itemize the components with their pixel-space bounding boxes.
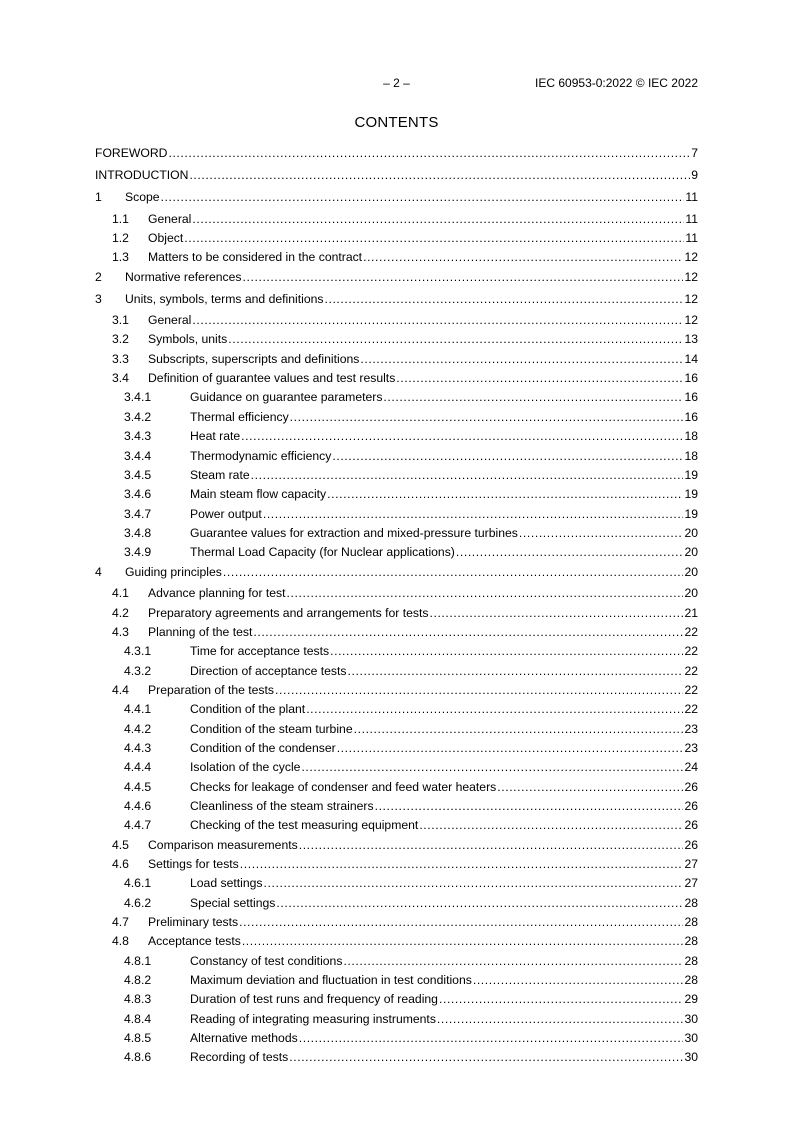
toc-dot-leader [239,914,683,930]
toc-entry-title: Advance planning for test [148,586,286,600]
toc-entry-number: 4.4.4 [124,760,152,774]
toc-entry[interactable] [95,875,698,891]
toc-dot-leader [301,759,683,775]
toc-entry-number: 4.8.6 [124,1050,152,1064]
toc-entry-page: 12 [684,292,698,306]
toc-entry[interactable] [95,701,698,717]
toc-entry-title: Recording of tests [190,1050,289,1064]
toc-dot-leader [396,370,683,386]
toc-entry-page: 26 [684,838,698,852]
toc-dot-leader [330,643,683,659]
toc-entry-page: 22 [684,702,698,716]
toc-entry[interactable] [95,837,698,853]
toc-dot-leader [168,145,690,161]
toc-entry[interactable] [95,312,698,328]
toc-entry-number: 3.4.6 [124,487,152,501]
toc-entry-title: Object [148,231,184,245]
toc-entry-number: 4.7 [112,915,129,929]
toc-dot-leader [429,605,683,621]
toc-entry-page: 12 [684,250,698,264]
toc-dot-leader [439,991,683,1007]
toc-entry-number: 4.6.2 [124,896,152,910]
toc-entry-page: 29 [684,992,698,1006]
toc-entry-title: Planning of the test [148,625,253,639]
toc-entry-number: 4.4 [112,683,129,697]
toc-dot-leader [343,953,683,969]
toc-entry-page: 16 [684,371,698,385]
toc-entry-number: 1.3 [112,250,129,264]
toc-entry-page: 20 [684,545,698,559]
toc-entry-number: 1.1 [112,212,129,226]
toc-entry[interactable] [95,643,698,659]
toc-entry[interactable] [95,409,698,425]
toc-entry[interactable] [95,145,698,161]
toc-entry-page: 30 [684,1050,698,1064]
toc-entry-page: 28 [684,954,698,968]
toc-entry-page: 26 [684,780,698,794]
toc-entry-number: 4.8 [112,934,129,948]
toc-entry-page: 30 [684,1031,698,1045]
toc-entry-title: Power output [190,507,262,521]
toc-entry-number: 4.4.2 [124,722,152,736]
toc-entry-title: Units, symbols, terms and definitions [125,292,324,306]
toc-entry[interactable] [95,953,698,969]
toc-entry-title: Isolation of the cycle [190,760,301,774]
toc-entry-title: INTRODUCTION [95,168,189,182]
toc-entry-number: 3.4 [112,371,129,385]
toc-entry[interactable] [95,1030,698,1046]
toc-entry-number: 4.3.1 [124,644,152,658]
toc-entry-title: General [148,212,192,226]
toc-entry-title: Thermal Load Capacity (for Nuclear applications) [190,545,455,559]
toc-entry-page: 19 [684,507,698,521]
toc-dot-leader [287,585,684,601]
toc-entry-page: 28 [684,915,698,929]
toc-dot-leader [354,721,684,737]
toc-entry-title: Preliminary tests [148,915,239,929]
toc-dot-leader [383,389,683,405]
toc-entry[interactable] [95,740,698,756]
toc-entry[interactable] [95,331,698,347]
toc-entry-title: Subscripts, superscripts and definitions [148,352,360,366]
toc-entry-title: Guidance on guarantee parameters [190,390,383,404]
toc-dot-leader [251,467,684,483]
toc-dot-leader [299,1030,684,1046]
toc-entry-number: 3.4.8 [124,526,152,540]
toc-entry-page: 27 [684,857,698,871]
toc-entry-number: 4.3 [112,625,129,639]
toc-entry-page: 20 [684,526,698,540]
toc-entry[interactable] [95,933,698,949]
toc-entry[interactable] [95,914,698,930]
toc-entry-title: Reading of integrating measuring instruments [190,1012,436,1026]
toc-entry[interactable] [95,856,698,872]
toc-entry-number: 3.4.4 [124,449,152,463]
toc-entry[interactable] [95,682,698,698]
toc-dot-leader [437,1011,684,1027]
toc-entry-page: 18 [684,449,698,463]
toc-entry-title: Preparation of the tests [148,683,275,697]
toc-entry-number: 4.4.1 [124,702,152,716]
toc-entry-page: 26 [684,818,698,832]
toc-entry[interactable] [95,467,698,483]
toc-dot-leader [363,249,683,265]
toc-dot-leader [192,211,684,227]
toc-dot-leader [263,506,684,522]
toc-entry-title: Acceptance tests [148,934,241,948]
toc-dot-leader [243,269,684,285]
toc-entry[interactable] [95,605,698,621]
toc-entry-number: 3.1 [112,313,129,327]
toc-entry-title: Cleanliness of the steam strainers [190,799,374,813]
toc-entry[interactable] [95,211,698,227]
toc-entry-page: 11 [685,212,698,226]
toc-entry-number: 3 [95,292,102,306]
toc-entry-number: 4.4.3 [124,741,152,755]
toc-entry-number: 4.6.1 [124,876,152,890]
toc-dot-leader [473,972,684,988]
toc-entry-number: 4.2 [112,606,129,620]
toc-entry-page: 21 [684,606,698,620]
toc-entry-title: Load settings [190,876,263,890]
toc-entry-number: 3.2 [112,332,129,346]
toc-entry-page: 26 [684,799,698,813]
toc-entry[interactable] [95,486,698,502]
toc-entry-title: Steam rate [190,468,250,482]
toc-entry-number: 1.2 [112,231,129,245]
toc-entry[interactable] [95,624,698,640]
toc-dot-leader [348,663,684,679]
toc-entry-number: 3.4.2 [124,410,152,424]
toc-entry-number: 4.3.2 [124,664,152,678]
toc-entry[interactable] [95,779,698,795]
toc-entry-title: Symbols, units [148,332,228,346]
toc-entry-page: 27 [684,876,698,890]
toc-dot-leader [161,189,685,205]
toc-entry-number: 3.4.1 [124,390,152,404]
toc-entry[interactable] [95,506,698,522]
toc-dot-leader [360,351,683,367]
toc-entry-page: 12 [684,270,698,284]
toc-entry-page: 23 [684,741,698,755]
toc-dot-leader [519,525,684,541]
toc-entry[interactable] [95,249,698,265]
toc-entry-title: FOREWORD [95,146,168,160]
toc-entry-number: 2 [95,270,102,284]
toc-entry[interactable] [95,721,698,737]
toc-entry-page: 22 [684,625,698,639]
toc-entry-title: Guiding principles [125,565,222,579]
toc-entry-title: Condition of the steam turbine [190,722,353,736]
toc-entry[interactable] [95,817,698,833]
toc-dot-leader [327,486,683,502]
toc-dot-leader [242,933,684,949]
toc-entry-title: Settings for tests [148,857,239,871]
toc-entry-number: 4.8.5 [124,1031,152,1045]
toc-dot-leader [184,230,684,246]
toc-entry-page: 28 [684,973,698,987]
toc-dot-leader [276,895,683,911]
toc-dot-leader [324,291,683,307]
toc-entry[interactable] [95,291,698,307]
toc-entry-number: 4.8.4 [124,1012,152,1026]
toc-entry-number: 3.4.7 [124,507,152,521]
toc-dot-leader [192,312,683,328]
toc-dot-leader [497,779,683,795]
toc-entry-number: 3.3 [112,352,129,366]
toc-entry-title: Special settings [190,896,276,910]
toc-entry-title: Condition of the condenser [190,741,336,755]
toc-entry-title: Scope [125,190,160,204]
toc-entry-page: 16 [684,410,698,424]
toc-entry-number: 4.8.1 [124,954,152,968]
toc-entry-page: 19 [684,487,698,501]
page-header [95,76,698,92]
toc-entry[interactable] [95,189,698,205]
toc-dot-leader [337,740,684,756]
toc-entry[interactable] [95,564,698,580]
toc-entry-title: Normative references [125,270,242,284]
toc-entry[interactable] [95,167,698,183]
toc-entry[interactable] [95,428,698,444]
toc-entry-title: Constancy of test conditions [190,954,343,968]
page-number: – 2 – [383,76,410,90]
toc-entry-title: Thermal efficiency [190,410,289,424]
toc-entry-title: Checking of the test measuring equipment [190,818,419,832]
toc-entry[interactable] [95,448,698,464]
toc-entry-title: Heat rate [190,429,241,443]
toc-entry-page: 23 [684,722,698,736]
toc-entry-title: Time for acceptance tests [190,644,330,658]
toc-entry-title: Duration of test runs and frequency of reading [190,992,438,1006]
toc-entry-page: 12 [684,313,698,327]
toc-entry-page: 7 [691,146,698,160]
toc-entry-page: 24 [684,760,698,774]
toc-entry[interactable] [95,269,698,285]
toc-entry-page: 19 [684,468,698,482]
toc-dot-leader [223,564,684,580]
toc-entry[interactable] [95,663,698,679]
toc-entry[interactable] [95,895,698,911]
toc-entry-title: Thermodynamic efficiency [190,449,332,463]
toc-entry-number: 3.4.5 [124,468,152,482]
toc-entry-page: 14 [684,352,698,366]
toc-dot-leader [189,167,690,183]
toc-entry[interactable] [95,525,698,541]
toc-entry-number: 4.4.6 [124,799,152,813]
toc-entry-title: Alternative methods [190,1031,298,1045]
toc-entry-page: 13 [684,332,698,346]
toc-entry[interactable] [95,585,698,601]
toc-entry-title: Definition of guarantee values and test results [148,371,396,385]
toc-dot-leader [289,1049,683,1065]
toc-dot-leader [290,409,684,425]
toc-entry-page: 22 [684,683,698,697]
toc-dot-leader [275,682,683,698]
toc-entry[interactable] [95,1049,698,1065]
toc-entry-title: Maximum deviation and fluctuation in test conditions [190,973,472,987]
toc-entry-title: Checks for leakage of condenser and feed water heaters [190,780,497,794]
toc-entry-number: 4.4.7 [124,818,152,832]
toc-entry-number: 1 [95,190,102,204]
toc-entry-number: 4.4.5 [124,780,152,794]
toc-entry[interactable] [95,544,698,560]
toc-entry[interactable] [95,798,698,814]
toc-entry-number: 4.8.3 [124,992,152,1006]
toc-entry-page: 11 [685,190,698,204]
toc-entry-page: 20 [684,586,698,600]
toc-entry-page: 28 [684,896,698,910]
toc-dot-leader [264,875,684,891]
page-title: CONTENTS [354,114,439,131]
toc-entry[interactable] [95,1011,698,1027]
toc-entry-page: 9 [691,168,698,182]
toc-dot-leader [241,428,683,444]
toc-dot-leader [253,624,683,640]
toc-entry-title: Main steam flow capacity [190,487,327,501]
document-reference: IEC 60953-0:2022 © IEC 2022 [535,76,698,90]
toc-entry-title: Comparison measurements [148,838,298,852]
toc-entry-page: 22 [684,664,698,678]
toc-entry-title: Guarantee values for extraction and mixed-pressure turbines [190,526,518,540]
toc-dot-leader [419,817,683,833]
toc-entry-page: 30 [684,1012,698,1026]
toc-entry-page: 22 [684,644,698,658]
toc-entry-page: 11 [685,231,698,245]
toc-entry-number: 4 [95,565,102,579]
toc-entry[interactable] [95,972,698,988]
toc-entry[interactable] [95,230,698,246]
toc-dot-leader [375,798,684,814]
toc-dot-leader [240,856,684,872]
toc-dot-leader [299,837,684,853]
toc-entry-number: 3.4.9 [124,545,152,559]
toc-dot-leader [456,544,684,560]
toc-entry-number: 4.6 [112,857,129,871]
toc-entry-title: General [148,313,192,327]
toc-entry-number: 3.4.3 [124,429,152,443]
toc-entry[interactable] [95,389,698,405]
toc-entry-number: 4.5 [112,838,129,852]
toc-dot-leader [306,701,683,717]
toc-entry[interactable] [95,759,698,775]
toc-entry-title: Direction of acceptance tests [190,664,347,678]
toc-entry-title: Preparatory agreements and arrangements for tests [148,606,429,620]
toc-entry-number: 4.1 [112,586,129,600]
toc-entry-title: Condition of the plant [190,702,306,716]
toc-entry-page: 28 [684,934,698,948]
toc-entry-page: 18 [684,429,698,443]
toc-entry[interactable] [95,351,698,367]
toc-dot-leader [228,331,683,347]
toc-entry-title: Matters to be considered in the contract [148,250,363,264]
toc-entry-number: 4.8.2 [124,973,152,987]
toc-entry-page: 20 [684,565,698,579]
toc-entry-page: 16 [684,390,698,404]
toc-entry[interactable] [95,991,698,1007]
toc-dot-leader [332,448,683,464]
toc-entry[interactable] [95,370,698,386]
